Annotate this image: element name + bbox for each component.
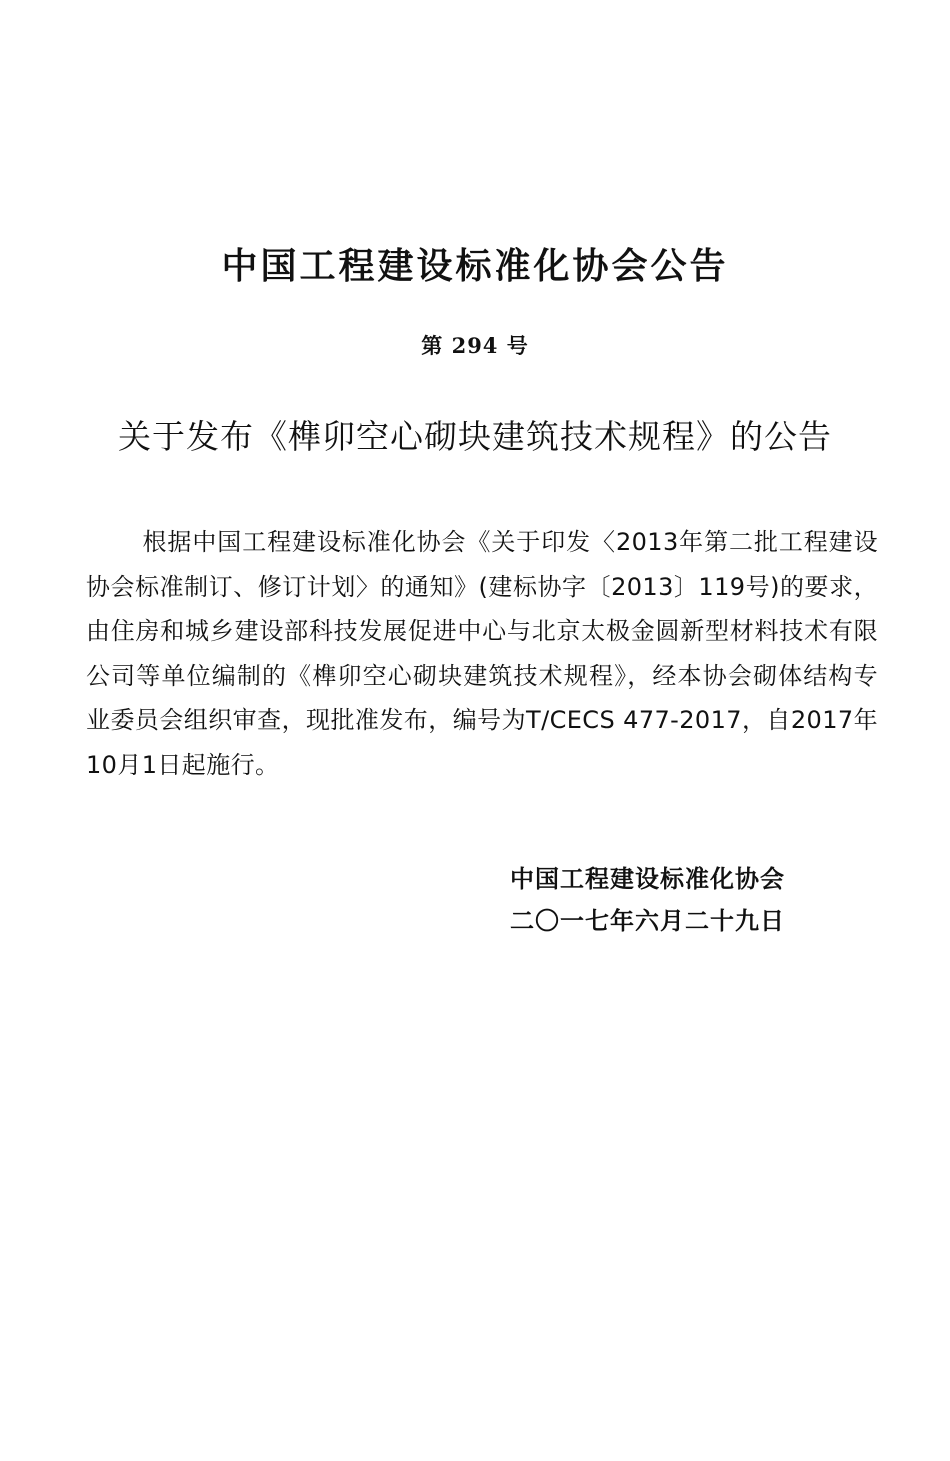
announcement-paragraph: 根据中国工程建设标准化协会《关于印发〈2013年第二批工程建设协会标准制订、修订计划〉的通知》(建标协字〔2013〕119号)的要求，由住房和城乡建设部科技发展促进中心与北京太极金圆新型材料技术有限公司等单位编制的《榫卯空心砌块建筑技术规程》，经本协会砌体结构专业委员会组织审查，现批准发布，编号为T/CECS 477-2017，自2017年10月1日起施行。 [86, 528, 878, 779]
signature-block [510, 858, 830, 942]
organization-title: 中国工程建设标准化协会公告 [221, 246, 729, 287]
signature-date: 二〇一七年六月二十九日 [510, 907, 785, 935]
announcement-body [86, 520, 878, 787]
issue-number: 第 294 号 [421, 333, 529, 358]
signature-organization: 中国工程建设标准化协会 [510, 865, 785, 893]
notice-title: 关于发布《榫卯空心砌块建筑技术规程》的公告 [118, 417, 832, 456]
